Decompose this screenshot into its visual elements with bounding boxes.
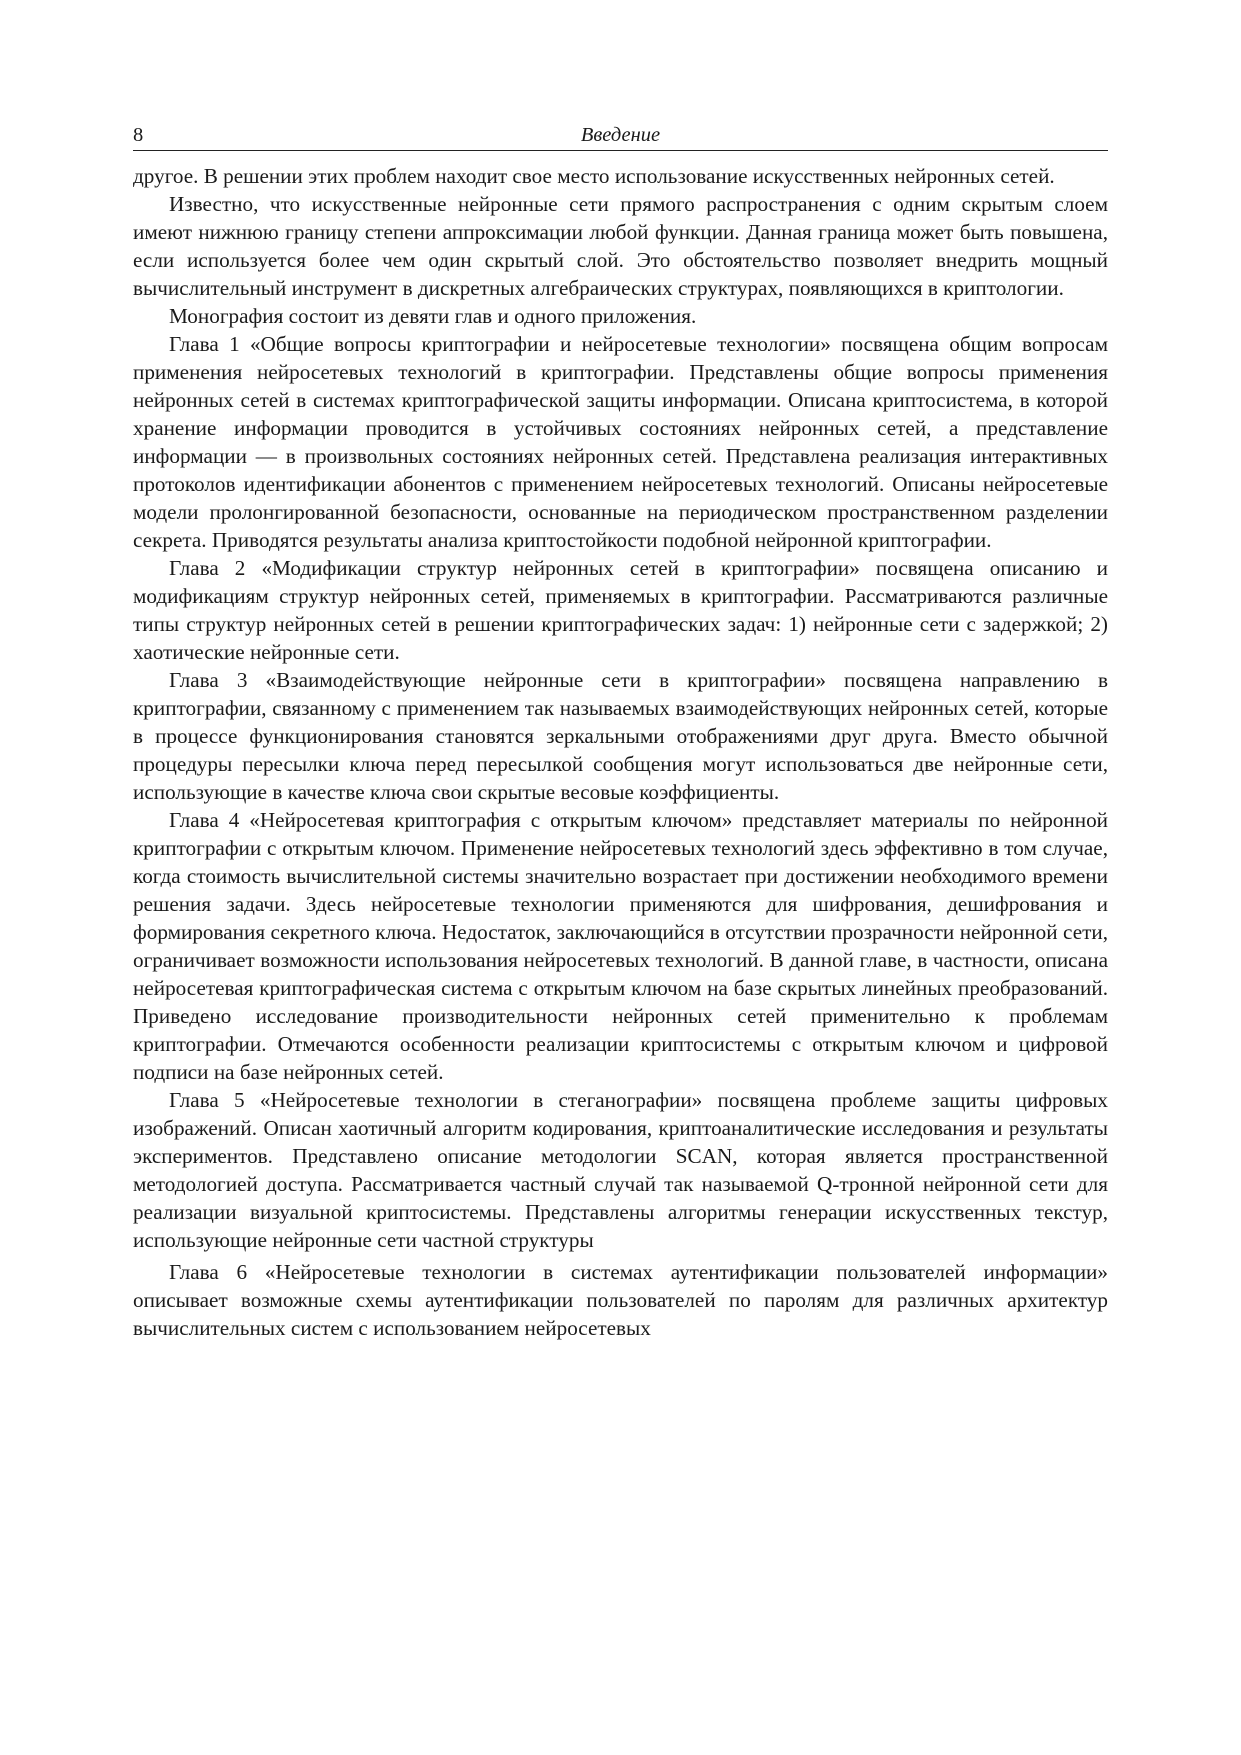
document-page [133, 118, 1108, 1342]
paragraph-monograph-structure: Монография состоит из девяти глав и одного приложения. [169, 304, 697, 328]
body-text [133, 162, 1108, 1342]
section-title: Введение [580, 124, 661, 146]
paragraph-chapter-2: Глава 2 «Модификации структур нейронных сетей в криптографии» посвящена описанию и модификациям структур нейронных сетей, применяемых в криптографии. Рассматриваются различные типы структур нейронных сетей в решении криптографических задач: 1) нейронные сети с задержкой; 2) хаотические нейронные сети. [133, 556, 1108, 664]
paragraph-chapter-5: Глава 5 «Нейросетевые технологии в стеганографии» посвящена проблеме защиты цифровых изображений. Описан хаотичный алгоритм кодирования, криптоаналитические исследования и результаты экспериментов. Представлено описание методологии SCAN, которая является пространственной методологией доступа. Рассматривается частный случай так называемой Q-тронной нейронной сети для реализации визуальной криптосистемы. Представлены алгоритмы генерации искусственных текстур, использующие нейронные сети частной структуры [133, 1088, 1108, 1252]
paragraph-chapter-1: Глава 1 «Общие вопросы криптографии и нейросетевые технологии» посвящена общим вопросам применения нейросетевых технологий в криптографии. Представлены общие вопросы применения нейронных сетей в системах криптографической защиты информации. Описана криптосистема, в которой хранение информации проводится в устойчивых состояниях нейронных сетей, а представление информации — в произвольных состояниях нейронных сетей. Представлена реализация интерактивных протоколов идентификации абонентов с применением нейросетевых технологий. Описаны нейросетевые модели пролонгированной безопасности, основанные на периодическом пространственном разделении секрета. Приводятся результаты анализа криптостойкости подобной нейронной криптографии. [133, 332, 1108, 552]
paragraph-continuation: другое. В решении этих проблем находит свое место использование искусственных нейронных сетей. [133, 164, 1055, 188]
page-number: 8 [133, 124, 144, 146]
paragraph-chapter-6: Глава 6 «Нейросетевые технологии в системах аутентификации пользователей информации» описывает возможные схемы аутентификации пользователей по паролям для различных архитектур вычислительных систем с использованием нейросетевых [133, 1260, 1108, 1340]
paragraph-neural-approximation: Известно, что искусственные нейронные сети прямого распространения с одним скрытым слоем имеют нижнюю границу степени аппроксимации любой функции. Данная граница может быть повышена, если используется более чем один скрытый слой. Это обстоятельство позволяет внедрить мощный вычислительный инструмент в дискретных алгебраических структурах, появляющихся в криптологии. [133, 192, 1108, 300]
paragraph-chapter-3: Глава 3 «Взаимодействующие нейронные сети в криптографии» посвящена направлению в криптографии, связанному с применением так называемых взаимодействующих нейронных сетей, которые в процессе функционирования становятся зеркальными отображениями друг друга. Вместо обычной процедуры пересылки ключа перед пересылкой сообщения могут использоваться две нейронные сети, использующие в качестве ключа свои скрытые весовые коэффициенты. [133, 668, 1108, 804]
paragraph-chapter-4: Глава 4 «Нейросетевая криптография с открытым ключом» представляет материалы по нейронной криптографии с открытым ключом. Применение нейросетевых технологий здесь эффективно в том случае, когда стоимость вычислительной системы значительно возрастает при достижении необходимого времени решения задачи. Здесь нейросетевые технологии применяются для шифрования, дешифрования и формирования секретного ключа. Недостаток, заключающийся в отсутствии прозрачности нейронной сети, ограничивает возможности использования нейросетевых технологий. В данной главе, в частности, описана нейросетевая криптографическая система с открытым ключом на базе скрытых линейных преобразований. Приведено исследование производительности нейронных сетей применительно к проблемам криптографии. Отмечаются особенности реализации криптосистемы с открытым ключом и цифровой подписи на базе нейронных сетей. [133, 808, 1108, 1084]
running-header [133, 118, 1108, 151]
